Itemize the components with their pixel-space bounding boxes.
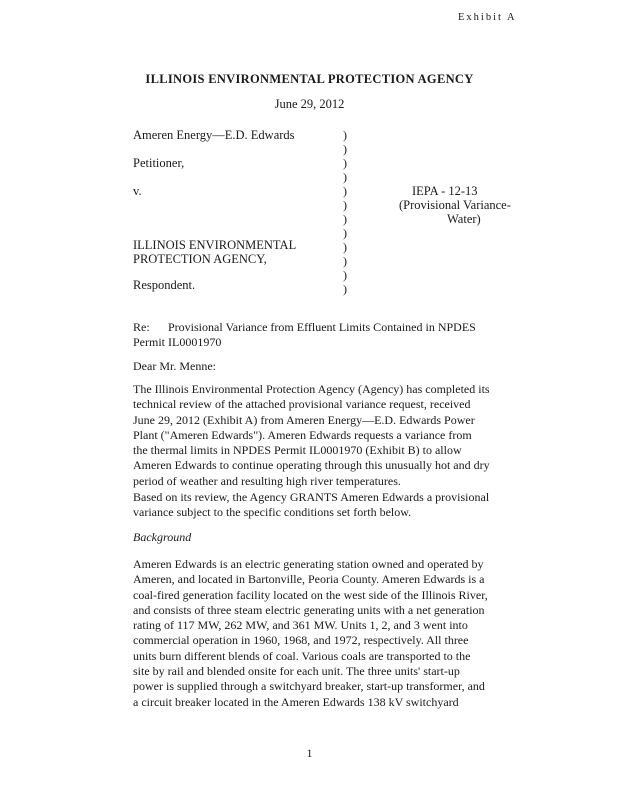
petitioner-role: Petitioner, [133,156,185,170]
paragraph-background [133,557,495,710]
text-line: The Illinois Environmental Protection Agency (Agency) has completed its [133,382,490,396]
case-type-line2: Water) [447,212,481,226]
section-heading-background: Background [133,530,192,544]
caption-paren: ) [343,184,347,198]
text-line: rating of 117 MW, 262 MW, and 361 MW. Units 1, 2, and 3 went into [133,618,468,633]
text-line: the thermal limits in NPDES Permit IL0001970 (Exhibit B) to allow [133,443,462,458]
text-line: period of weather and resulting high river temperatures. [133,473,401,488]
re-subject-line2: Permit IL0001970 [133,335,222,349]
caption-paren: ) [343,226,347,240]
caption-paren: ) [343,282,347,296]
caption-paren: ) [343,212,347,226]
respondent-line2: PROTECTION AGENCY, [133,252,267,266]
text-line: Ameren Edwards is an electric generating station owned and operated by [133,557,484,571]
paragraph-review [133,382,495,489]
text-line: Based on its review, the Agency GRANTS Ameren Edwards a provisional [133,490,490,504]
respondent-role: Respondent. [133,278,196,292]
caption-paren: ) [343,142,347,156]
text-line: Ameren Edwards to continue operating through this unusually hot and dry [133,458,490,473]
caption-paren: ) [343,128,347,142]
text-line: and consists of three steam electric generating units with a net generation [133,602,485,617]
paragraph-grant [133,490,495,521]
page-number: 1 [306,746,313,760]
caption-paren: ) [343,170,347,184]
agency-heading: ILLINOIS ENVIRONMENTAL PROTECTION AGENCY [145,72,474,86]
text-line: coal-fired generation facility located on the west side of the Illinois River, [133,587,488,602]
text-line: power is supplied through a switchyard breaker, start-up transformer, and [133,679,485,694]
exhibit-label: Exhibit A [458,12,517,23]
respondent-line1: ILLINOIS ENVIRONMENTAL [133,238,297,252]
petitioner-name: Ameren Energy—E.D. Edwards [133,128,295,142]
text-line: site by rail and blended onsite for each unit. The three units' start-up [133,664,460,679]
text-line: variance subject to the specific conditions set forth below. [133,505,412,520]
text-line: Ameren, and located in Bartonville, Peoria County. Ameren Edwards is a [133,572,485,587]
case-type-line1: (Provisional Variance- [399,198,511,212]
text-line: technical review of the attached provisional variance request, received [133,397,471,412]
re-label: Re: [133,320,150,334]
text-line: Plant ("Ameren Edwards"). Ameren Edwards requests a variance from [133,427,472,442]
caption-paren: ) [343,254,347,268]
salutation: Dear Mr. Menne: [133,359,216,373]
text-line: units burn different blends of coal. Various coals are transported to the [133,648,471,663]
versus: v. [133,184,142,198]
letter-date: June 29, 2012 [274,97,345,111]
text-line: a circuit breaker located in the Ameren Edwards 138 kV switchyard [133,694,459,709]
text-line: June 29, 2012 (Exhibit A) from Ameren Energy—E.D. Edwards Power [133,412,475,427]
caption-paren: ) [343,198,347,212]
text-line: commercial operation in 1960, 1968, and 1972, respectively. All three [133,633,469,648]
caption-paren: ) [343,156,347,170]
case-number: IEPA - 12-13 [412,184,478,198]
caption-paren: ) [343,240,347,254]
re-subject-line1: Provisional Variance from Effluent Limits Contained in NPDES [168,320,476,334]
caption-paren: ) [343,268,347,282]
